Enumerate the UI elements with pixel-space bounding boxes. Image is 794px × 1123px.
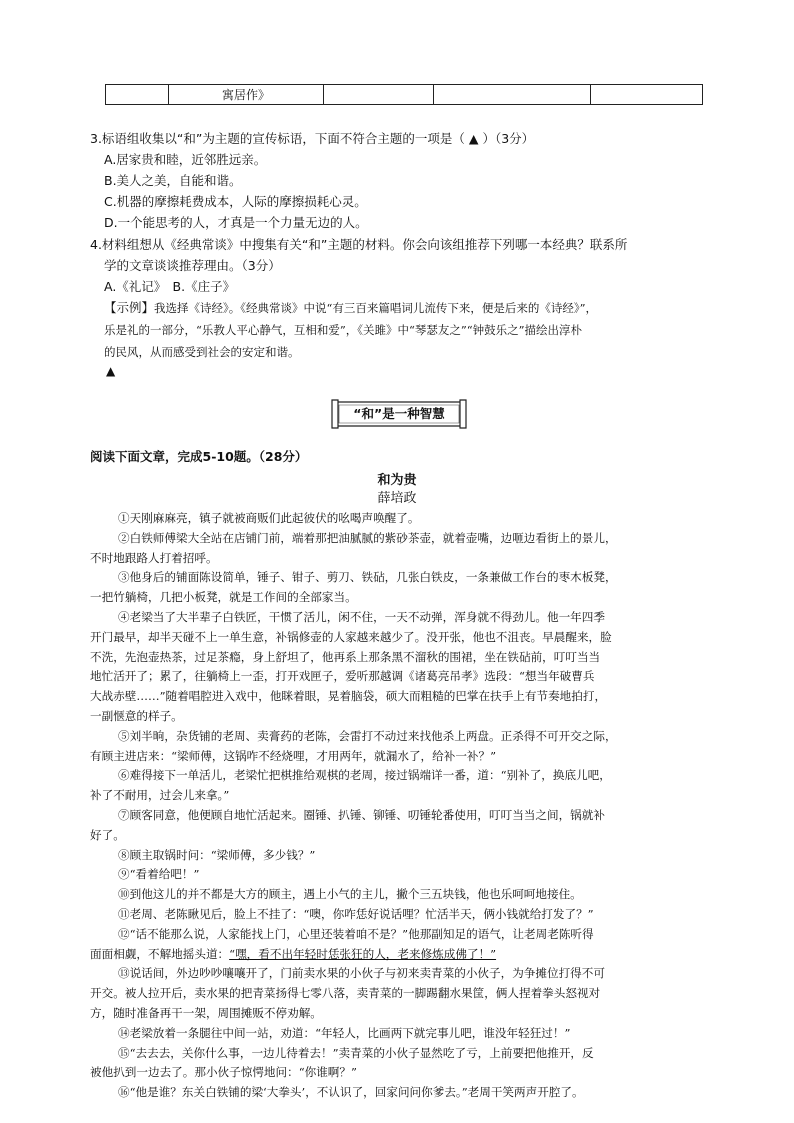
paragraph-line: ⑦顾客同意，他便顾自地忙活起来。圈锤、扒锤、铆锤、叨锤轮番使用，叮叮当当之间，锅就补 — [118, 807, 605, 822]
question-stem: 3.标语组收集以“和”为主题的宣传标语，下面不符合主题的一项是（ ▲ ）（3分） — [90, 131, 535, 146]
underlined-sentence: “嘿，看不出年轻时恁张狂的人，老来修炼成佛了！” — [229, 946, 497, 961]
paragraph-line: ④老梁当了大半辈子白铁匠，干惯了活儿，闲不住，一天不动弹，浑身就不得劲儿。他一年四季 — [118, 609, 605, 624]
table-cell — [324, 85, 434, 105]
paragraph-line: 一副惬意的样子。 — [90, 708, 183, 723]
banner-title: “和”是一种智慧 — [353, 406, 445, 421]
sample-label: 【示例】 — [104, 300, 155, 315]
option-a: A.居家贵和睦，近邻胜远亲。 — [104, 152, 267, 167]
table-cell — [591, 85, 703, 105]
paragraph-line — [90, 945, 707, 965]
paragraph-line: ⑧顾主取锅时问：“梁师傅，多少钱？” — [118, 847, 316, 862]
paragraph-line: ⑫“话不能那么说，人家能找上门，心里还装着咱不是？”他那副知足的语气，让老周老陈听得 — [118, 926, 594, 941]
paragraph-line: ⑨“看着给吧！” — [118, 867, 200, 882]
paragraph-line: ③他身后的铺面陈设简单，锤子、钳子、剪刀、铁砧，几张白铁皮，一条兼做工作台的枣木板凳， — [118, 570, 617, 585]
paragraph-line: ⑭老梁放着一条腿往中间一站，劝道：“年轻人，比画两下就完事儿吧，谁没年轻狂过！” — [118, 1025, 571, 1040]
paragraph-line: 不时地跟路人打着招呼。 — [90, 550, 218, 565]
paragraph-line: 被他扒到一边去了。那小伙子惊愕地问：“你谁啊？” — [90, 1065, 357, 1080]
paragraph-line: ⑬说话间，外边吵吵嚷嚷开了，门前卖水果的小伙子与初来卖青菜的小伙子，为争摊位打得不可 — [118, 966, 605, 981]
paragraph-text: 面面相觑，不解地摇头道： — [90, 946, 230, 961]
top-table-fragment — [105, 84, 703, 105]
question-options: A.《礼记》 B.《庄子》 — [104, 279, 236, 294]
table-row — [106, 85, 703, 105]
paragraph-line: 地忙活开了；累了，往躺椅上一歪，打开戏匣子，爱听那越调《诸葛亮吊孝》选段：“想当年破曹兵 — [90, 669, 595, 684]
sample-answer — [104, 297, 714, 363]
paragraph-line: ⑩到他这儿的并不都是大方的顾主，遇上小气的主儿，撇个三五块钱，他也乐呵呵地接住。 — [118, 887, 582, 902]
paragraph-line: ①天刚麻麻亮，镇子就被商贩们此起彼伏的吆喝声唤醒了。 — [118, 511, 420, 525]
option-b: B.美人之美，自能和谐。 — [104, 173, 242, 188]
section-banner — [330, 399, 468, 429]
paragraph-line: 开交。被人拉开后，卖水果的把青菜扬得七零八落，卖青菜的一脚踢翻水果筐，俩人捏着拳头怒视对 — [90, 986, 601, 1001]
paragraph-line: 一把竹躺椅，几把小板凳，就是工作间的全部家当。 — [90, 590, 357, 605]
answer-mark: ▲ — [106, 364, 116, 378]
question-4 — [90, 234, 710, 297]
paragraph-line: ⑯“他是谁？东关白铁铺的梁‘大拳头’，不认识了，回家问问你爹去。”老周干笑两声开腔了。 — [118, 1085, 584, 1100]
sample-text: 的民风，从而感受到社会的安定和谐。 — [104, 345, 300, 359]
paragraph-line: 大战赤壁……”随着唱腔进入戏中，他眯着眼，晃着脑袋，硕大而粗糙的巴掌在扶手上有节奏地拍打， — [90, 689, 607, 704]
paragraph-line: 补了不耐用，过会儿来拿。” — [90, 788, 230, 803]
table-cell — [434, 85, 591, 105]
option-d: D.一个能思考的人，才真是一个力量无边的人。 — [104, 215, 368, 230]
table-cell — [106, 85, 169, 105]
paragraph-line: 开门最早，却半天碰不上一单生意，补锅修壶的人家越来越少了。没开张，他也不沮丧。早晨醒来，脸 — [90, 629, 612, 644]
article-body — [90, 509, 707, 1103]
paragraph-line: ⑮“去去去，关你什么事，一边儿待着去！”卖青菜的小伙子显然吃了亏，上前要把他推开，反 — [118, 1045, 594, 1060]
question-stem: 4.材料组想从《经典常谈》中搜集有关“和”主题的材料。你会向该组推荐下列哪一本经典？联系所 — [90, 237, 628, 252]
article-author: 薛培政 — [377, 491, 417, 506]
paragraph-line: 方，随时准备再干一架，周围摊贩不停劝解。 — [90, 1005, 322, 1020]
paragraph-line: 好了。 — [90, 827, 125, 842]
paragraph-line: ⑤刘半晌，杂货铺的老周、卖膏药的老陈，会雷打不动过来找他杀上两盘。正杀得不可开交之际， — [118, 728, 617, 743]
paragraph-line: ⑪老周、老陈瞅见后，脸上不挂了：“噢，你咋恁好说话哩？忙活半天，俩小钱就给打发了？” — [118, 906, 594, 921]
article-title: 和为贵 — [377, 473, 417, 488]
paragraph-line: ②白铁师傅梁大全站在店铺门前，端着那把油腻腻的紫砂茶壶，就着壶嘴，边咂边看街上的景儿， — [118, 530, 617, 545]
paragraph-line: ⑥难得接下一单活儿，老梁忙把棋推给观棋的老周，接过锅端详一番，道：“别补了，换底儿吧， — [118, 768, 611, 783]
reading-instruction: 阅读下面文章，完成5-10题。（28分） — [90, 449, 308, 464]
sample-text: 乐是礼的一部分，“乐教人平心静气，互相和爱”，《关雎》中“琴瑟友之”“钟鼓乐之”描绘出淳朴 — [104, 323, 583, 337]
table-cell: 寓居作》 — [169, 85, 324, 105]
option-c: C.机器的摩擦耗费成本，人际的摩擦损耗心灵。 — [104, 194, 367, 209]
paragraph-line: 不洗，先泡壶热茶，过足茶瘾，身上舒坦了，他再系上那条黑不溜秋的围裙，坐在铁砧前，叮叮当当 — [90, 649, 601, 664]
question-3 — [90, 128, 710, 233]
question-stem-cont: 学的文章谈谈推荐理由。（3分） — [104, 258, 281, 273]
paragraph-line: 有顾主进店来：“梁师傅，这锅咋不经烧哩，才用两年，就漏水了，给补一补？” — [90, 748, 497, 763]
sample-text: 我选择《诗经》。《经典常谈》中说“有三百来篇唱词儿流传下来，便是后来的《诗经》”， — [154, 301, 598, 315]
